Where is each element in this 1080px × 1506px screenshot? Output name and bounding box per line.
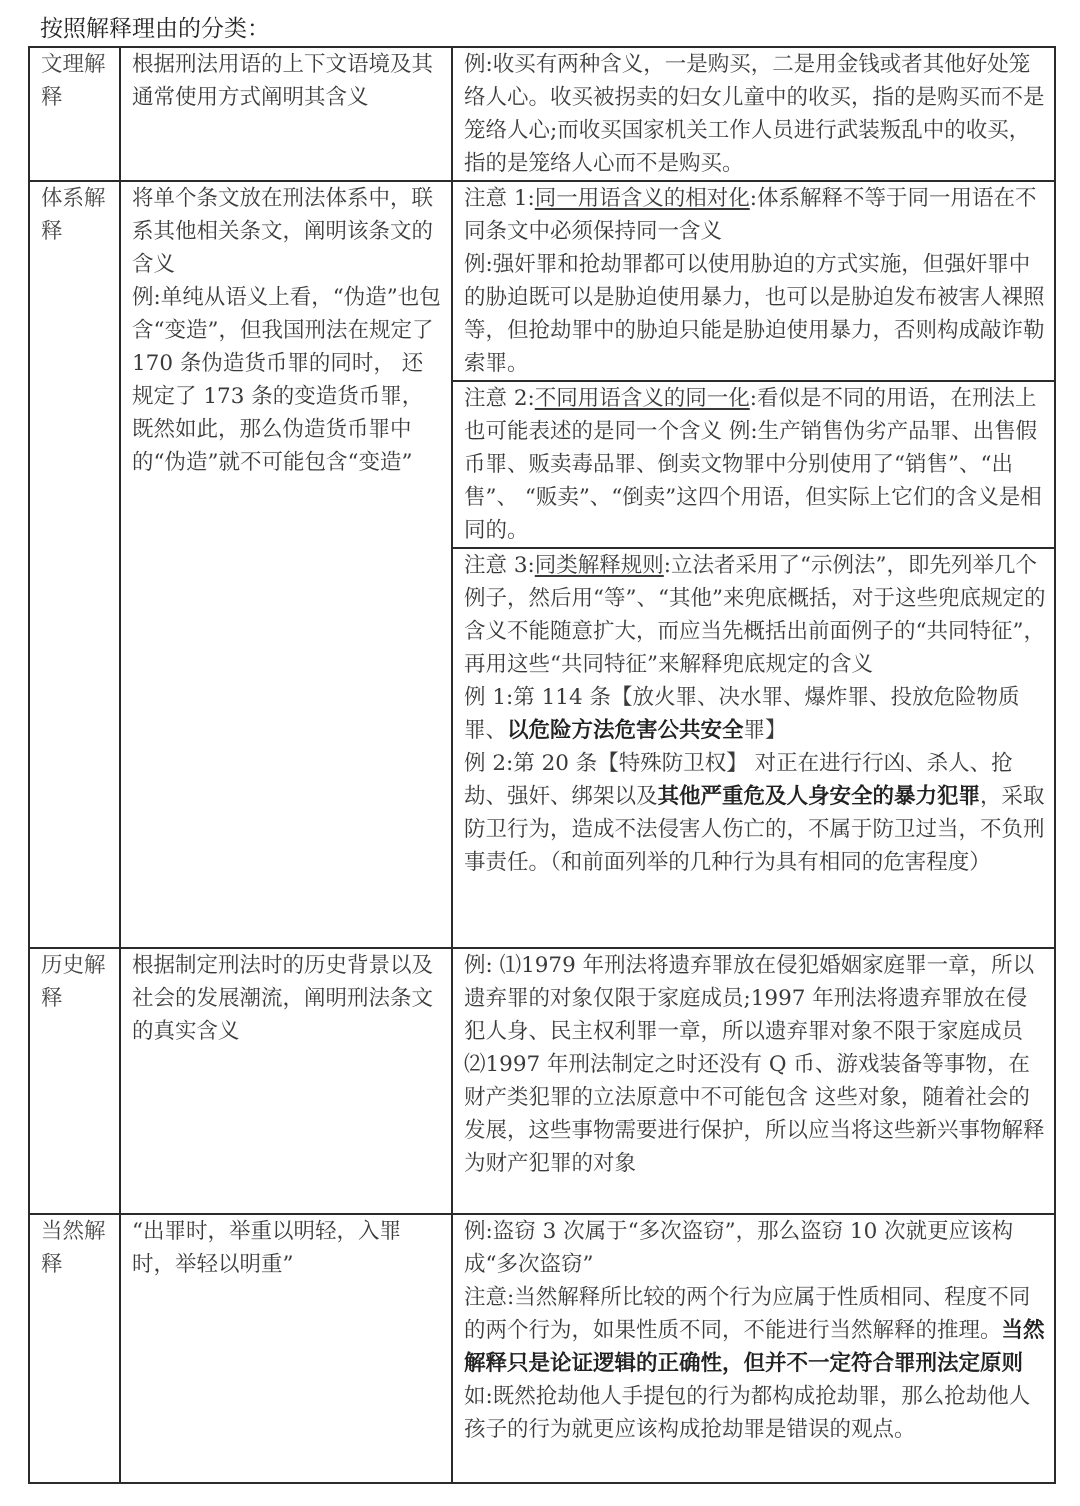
category-cell: 当然解释 bbox=[29, 1214, 120, 1483]
example-text: 罪】 bbox=[743, 718, 787, 743]
example-text: ，采取防卫行为，造成不法侵害人伤亡的，不属于防卫过当，不负刑事责任。（和前面列举的几种行为具有相同的危害程度） bbox=[464, 784, 1045, 875]
description-cell: “出罪时，举重以明轻，入罪时，举轻以明重” bbox=[120, 1214, 452, 1483]
example-emphasis: 其他严重危及人身安全的暴力犯罪 bbox=[657, 784, 981, 809]
note-cell-1 bbox=[452, 181, 1055, 381]
description-cell: 根据制定刑法时的历史背景以及社会的发展潮流，阐明刑法条文的真实含义 bbox=[120, 948, 452, 1214]
example-2: ⑵1997 年刑法制定之时还没有 Q 币、游戏装备等事物，在财产类犯罪的立法原意中不可能包含 这些对象，随着社会的发展，这些事物需要进行保护，所以应当将这些新兴事物解释为财产犯罪的对象 bbox=[464, 1052, 1045, 1176]
description-text: 将单个条文放在刑法体系中，联系其他相关条文，阐明该条文的含义 bbox=[132, 186, 434, 277]
page-title: 按照解释理由的分类： bbox=[40, 16, 270, 42]
note-text: :立法者采用了“示例法”，即先列举几个例子，然后用“等”、“其他”来兜底概括，对于这些兜底规定的含义不能随意扩大，而应当先概括出前面例子的“共同特征”，再用这些“共同特征”来解释兜底规定的含义 bbox=[464, 553, 1046, 677]
note-label: 注意 3: bbox=[464, 553, 535, 578]
note-text: :体系解释不等于同一用语在不同条文中必须保持同一含义 bbox=[464, 186, 1037, 244]
note-text: :看似是不同的用语，在刑法上也可能表述的是同一个含义 例:生产销售伪劣产品罪、出售假币罪、贩卖毒品罪、倒卖文物罪中分别使用了“销售”、“出售”、 “贩卖”、“倒卖”这四个用语，但实际上它们的含义是相同的。 bbox=[464, 386, 1042, 543]
note-term: 同一用语含义的相对化 bbox=[534, 186, 750, 211]
example-cell: 例:收买有两种含义，一是购买，二是用金钱或者其他好处笼络人心。收买被拐卖的妇女儿童中的收买，指的是购买而不是笼络人心;而收买国家机关工作人员进行武装叛乱中的收买，指的是笼络人心而不是购买。 bbox=[452, 47, 1055, 181]
note-emphasis: 当然解释只是论证逻辑的正确性，但并不一定符合罪刑法定原则 bbox=[464, 1318, 1045, 1376]
note-term: 同类解释规则 bbox=[534, 553, 664, 578]
interpretation-table bbox=[28, 46, 1056, 1484]
example-cell bbox=[452, 948, 1055, 1214]
note-label: 注意 1: bbox=[464, 186, 535, 211]
example-text: 例 1:第 114 条【放火罪、决水罪、爆炸罪、投放危险物质罪、 bbox=[464, 685, 1020, 743]
note-example-2 bbox=[464, 747, 1046, 879]
table-row-lishi bbox=[29, 948, 1055, 1214]
example-1: 例: ⑴1979 年刑法将遗弃罪放在侵犯婚姻家庭罪一章，所以遗弃罪的对象仅限于家庭成员;1997 年刑法将遗弃罪放在侵犯人身、民主权利罪一章，所以遗弃罪对象不限于家庭成员 bbox=[464, 953, 1035, 1044]
example-emphasis: 以危险方法危害公共安全 bbox=[507, 718, 744, 743]
note-example-1 bbox=[464, 681, 1046, 747]
category-cell: 文理解释 bbox=[29, 47, 120, 181]
category-cell: 体系解释 bbox=[29, 181, 120, 948]
description-cell: 根据刑法用语的上下文语境及其通常使用方式阐明其含义 bbox=[120, 47, 452, 181]
note-cell-2 bbox=[452, 381, 1055, 548]
note-plain: 如:既然抢劫他人手提包的行为都构成抢劫罪，那么抢劫他人孩子的行为就更应该构成抢劫罪是错误的观点。 bbox=[464, 1384, 1031, 1442]
example-text: 例:盗窃 3 次属于“多次盗窃”，那么盗窃 10 次就更应该构成“多次盗窃” bbox=[464, 1219, 1014, 1277]
note-cell-3 bbox=[452, 548, 1055, 948]
table-row-tixi bbox=[29, 181, 1055, 381]
example-cell bbox=[452, 1214, 1055, 1483]
note-example: 例:强奸罪和抢劫罪都可以使用胁迫的方式实施，但强奸罪中的胁迫既可以是胁迫使用暴力，也可以是胁迫发布被害人裸照等，但抢劫罪中的胁迫只能是胁迫使用暴力，否则构成敲诈勒索罪。 bbox=[464, 252, 1045, 376]
category-cell: 历史解释 bbox=[29, 948, 120, 1214]
description-cell bbox=[120, 181, 452, 948]
description-example: 例:单纯从语义上看，“伪造”也包含“变造”，但我国刑法在规定了 170 条伪造货币罪的同时， 还规定了 173 条的变造货币罪，既然如此，那么伪造货币罪中的“伪造”就不可能包含“变造” bbox=[132, 285, 441, 475]
note-label: 注意 2: bbox=[464, 386, 535, 411]
example-text: 例 2:第 20 条【特殊防卫权】 对正在进行行凶、杀人、抢劫、强奸、绑架以及 bbox=[464, 751, 1013, 809]
table-row-wenli bbox=[29, 47, 1055, 181]
note-plain: 注意:当然解释所比较的两个行为应属于性质相同、程度不同的两个行为，如果性质不同，不能进行当然解释的推理。 bbox=[464, 1285, 1031, 1343]
note-text bbox=[464, 1281, 1046, 1446]
table-row-dangran bbox=[29, 1214, 1055, 1483]
note-term: 不同用语含义的同一化 bbox=[534, 386, 750, 411]
